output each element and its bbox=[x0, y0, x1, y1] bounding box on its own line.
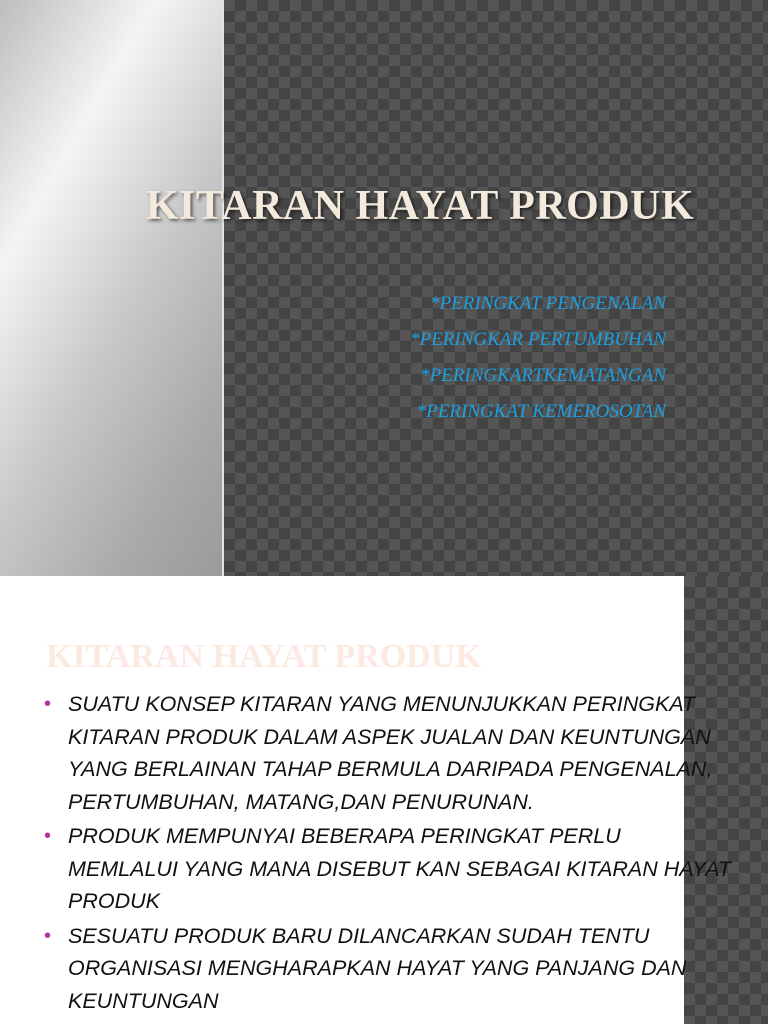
stage-item: *PERINGKAT PENGENALAN bbox=[430, 293, 666, 314]
stage-item: *PERINGKAT KEMEROSOTAN bbox=[416, 401, 666, 422]
stage-list bbox=[300, 286, 666, 430]
slide-content bbox=[0, 576, 768, 1024]
bullet-item bbox=[42, 920, 732, 1018]
bullet-dot-icon: • bbox=[44, 825, 52, 847]
bullet-text: PRODUK MEMPUNYAI BEBERAPA PERINGKAT PERLU MEMLALUI YANG MANA DISEBUT KAN SEBAGAI KITARAN HAYAT PRODUK bbox=[68, 824, 732, 913]
slide-title-heading: KITARAN HAYAT PRODUK bbox=[145, 183, 695, 229]
stage-item: *PERINGKARTKEMATANGAN bbox=[420, 365, 666, 386]
bullet-dot-icon: • bbox=[44, 693, 52, 715]
bullet-list bbox=[42, 688, 732, 1019]
slide-content-heading: KITARAN HAYAT PRODUK bbox=[46, 638, 482, 675]
stage-item: *PERINGKAR PERTUMBUHAN bbox=[410, 329, 666, 350]
panel-divider bbox=[222, 0, 224, 576]
bullet-item bbox=[42, 820, 732, 918]
bullet-text: SESUATU PRODUK BARU DILANCARKAN SUDAH TENTU ORGANISASI MENGHARAPKAN HAYAT YANG PANJANG DAN KEUNTUNGAN bbox=[68, 923, 687, 1013]
gradient-panel bbox=[0, 0, 224, 576]
bullet-text: SUATU KONSEP KITARAN YANG MENUNJUKKAN PERINGKAT KITARAN PRODUK DALAM ASPEK JUALAN DAN KEUNTUNGAN YANG BERLAINAN TAHAP BERMULA DARIPADA PENGENALAN, PERTUMBUHAN, MATANG,DAN PENURUNAN. bbox=[68, 692, 713, 814]
bullet-item bbox=[42, 688, 732, 818]
bullet-dot-icon: • bbox=[44, 924, 52, 947]
